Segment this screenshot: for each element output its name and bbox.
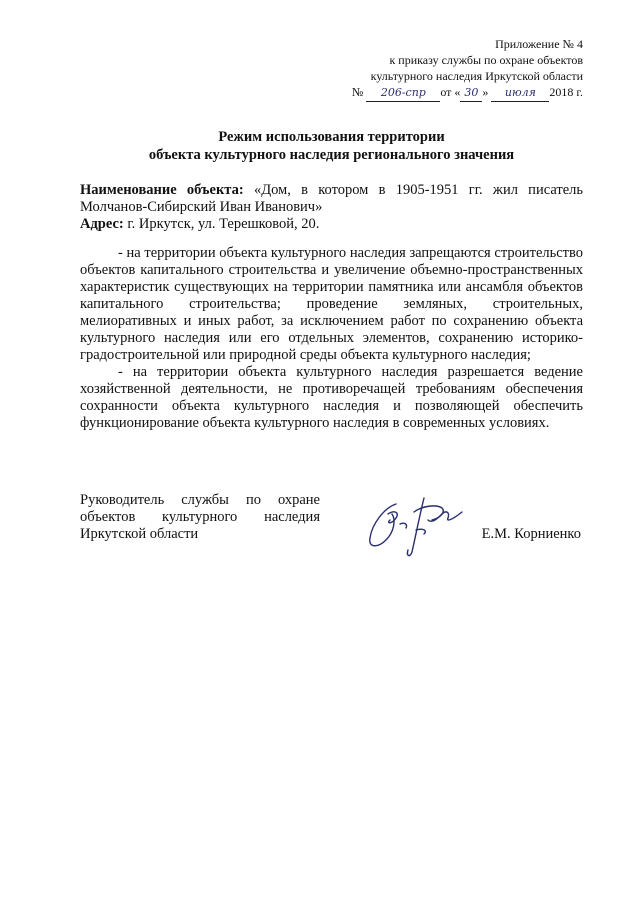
order-year: 2018 г. bbox=[549, 85, 583, 99]
order-day-handwritten: 30 bbox=[460, 85, 482, 102]
signatory-line-2: объектов культурного наследия bbox=[80, 509, 320, 525]
order-date-from: от « bbox=[440, 85, 461, 99]
object-address-value: г. Иркутск, ул. Терешковой, 20. bbox=[127, 216, 320, 232]
regime-body bbox=[80, 245, 583, 432]
title-line-2: объекта культурного наследия регионального значения bbox=[148, 147, 515, 163]
signatory-line-1: Руководитель службы по охране bbox=[80, 492, 320, 508]
document-title bbox=[80, 128, 583, 164]
appendix-header bbox=[283, 36, 583, 102]
order-number-date bbox=[283, 84, 583, 102]
object-address bbox=[80, 216, 583, 233]
signatory-position bbox=[80, 492, 320, 543]
title-line-1: Режим использования территории bbox=[218, 129, 445, 145]
regime-prohibitions: - на территории объекта культурного наследия запрещаются строительство объектов капитального строительства и увеличение объемно-пространственных характеристик существующих на территории памятника или ансамбля объектов капитального строительства; проведение земляных, строительных, мелиоративных и иных работ, за исключением работ по сохранению объекта культурного наследия или его отдельных элементов, сохранению историко-градостроительной или природной среды объекта культурного наследия; bbox=[80, 245, 583, 363]
appendix-order-ref: к приказу службы по охране объектов bbox=[389, 53, 583, 67]
order-num-prefix: № bbox=[351, 85, 364, 99]
regime-permissions: - на территории объекта культурного наследия разрешается ведение хозяйственной деятельности, не противоречащей требованиям обеспечения сохранности объекта культурного наследия и позволяющей обеспечить функционирование объекта культурного наследия в современных условиях. bbox=[80, 364, 583, 431]
object-address-label: Адрес: bbox=[80, 216, 124, 232]
handwritten-signature bbox=[366, 490, 470, 560]
order-month-handwritten: июля bbox=[491, 85, 549, 102]
object-info bbox=[80, 182, 583, 233]
signatory-line-3: Иркутской области bbox=[80, 526, 199, 542]
object-name-value: «Дом, в котором в 1905-1951 гг. жил писатель Молчанов-Сибирский Иван Иванович» bbox=[80, 182, 583, 215]
order-date-close: » bbox=[482, 85, 489, 99]
signer-name: Е.М. Корниенко bbox=[481, 526, 581, 542]
object-name bbox=[80, 182, 583, 216]
order-number-handwritten: 206-спр bbox=[366, 85, 440, 102]
appendix-number: Приложение № 4 bbox=[495, 37, 583, 51]
appendix-order-org: культурного наследия Иркутской области bbox=[370, 69, 583, 83]
object-name-label: Наименование объекта: bbox=[80, 182, 244, 198]
